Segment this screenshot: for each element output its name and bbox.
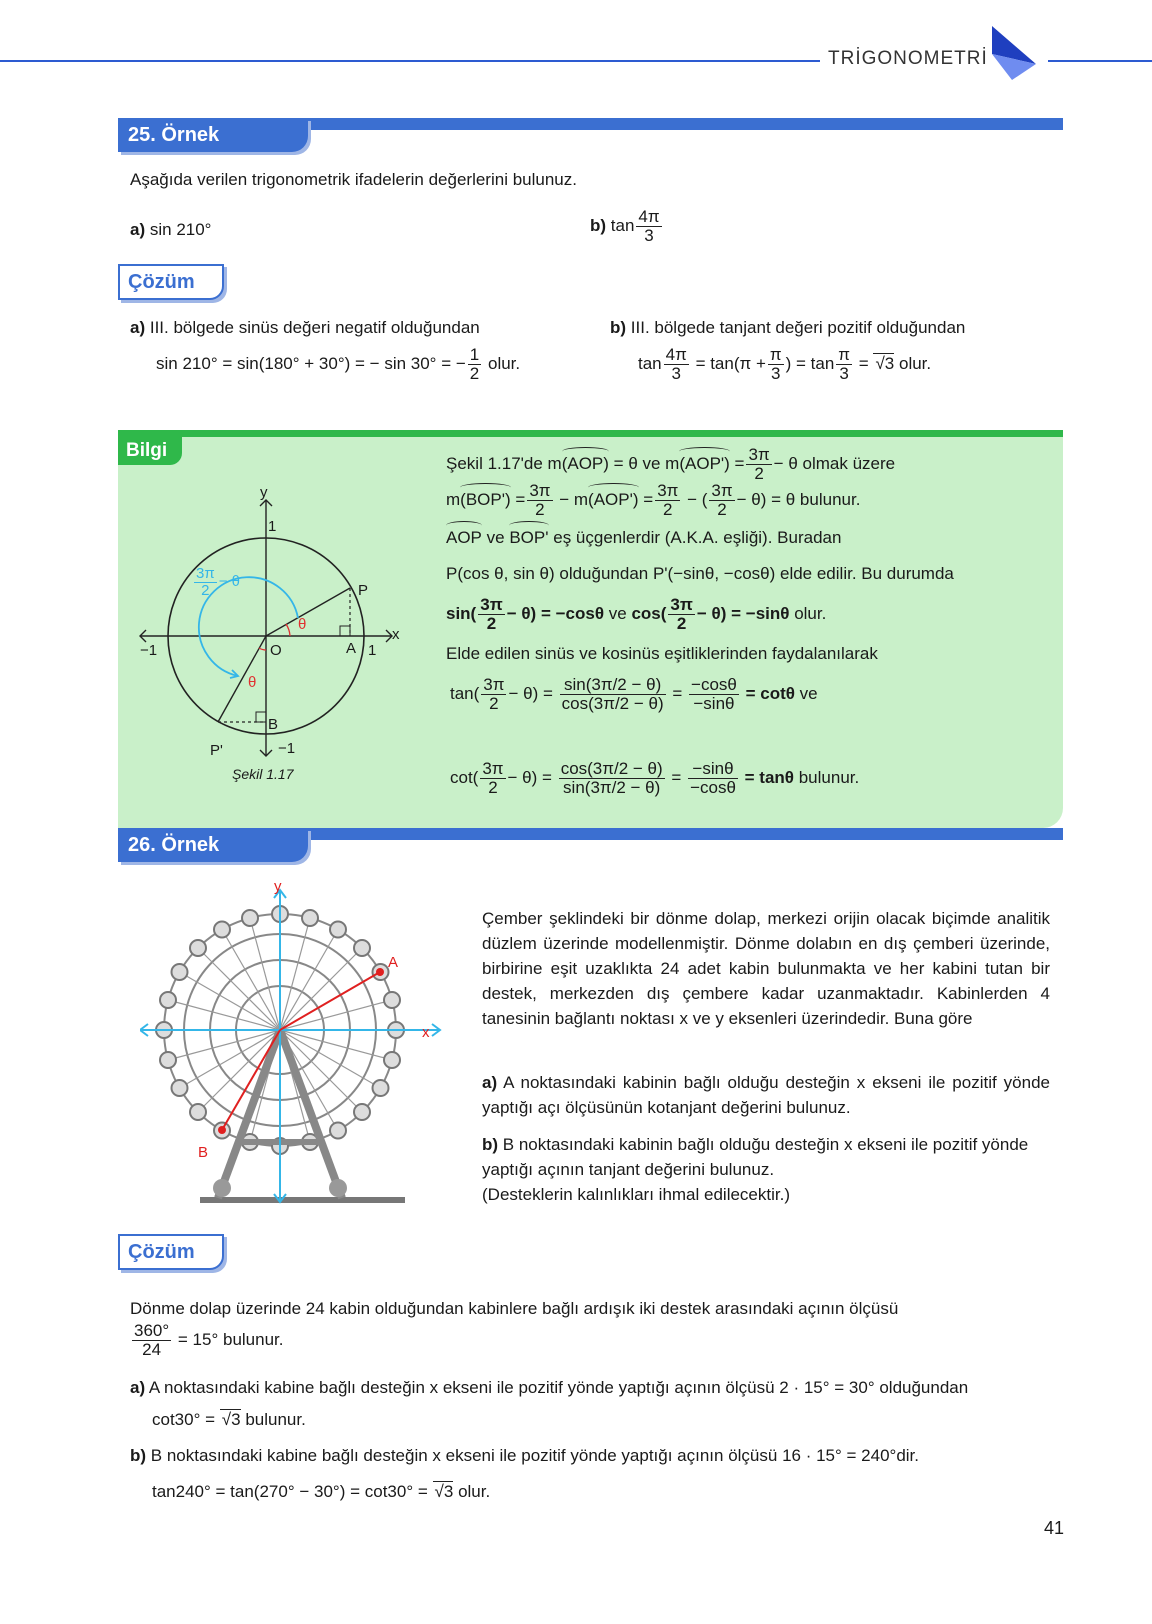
fig-x: x [392, 626, 400, 643]
cabin-icon [242, 910, 258, 926]
n: 3π [748, 445, 770, 464]
solution-a-text [130, 318, 480, 338]
arc: (AOP) [561, 453, 609, 473]
fig-Pprime: P' [210, 742, 223, 759]
example-tag: 26. Örnek [118, 828, 308, 862]
ferris-wheel-figure [140, 880, 460, 1210]
info-line-3 [446, 528, 841, 548]
t: tan240° = tan(270° − 30°) = cot30° = [152, 1482, 428, 1501]
t: sin( [446, 603, 477, 623]
question-b [482, 1132, 1050, 1207]
fig-P: P [358, 582, 369, 599]
text: A noktasındaki kabinin bağlı olduğu desteğin x ekseni ile pozitif yönde yaptığı açı ölçüsünün kotanjant değerini bulunuz. [482, 1073, 1050, 1117]
wheel-A: A [388, 954, 399, 971]
page-number: 41 [1044, 1518, 1065, 1538]
n1: 4π [665, 345, 687, 364]
cabin-icon [330, 922, 346, 938]
d: cos(3π/2 − θ) [561, 693, 664, 713]
header-rule-right [1048, 60, 1152, 62]
solution-tag: Çözüm [118, 1234, 224, 1270]
t: = 15° bulunur. [177, 1329, 284, 1349]
cabin-icon [354, 1104, 370, 1120]
label-b: b) [590, 215, 607, 235]
arc: (BOP') [460, 489, 511, 509]
n: 3π [483, 675, 505, 694]
fig-minus-one-left: −1 [140, 642, 158, 659]
t: tan( [450, 683, 480, 703]
solution-b [130, 1446, 919, 1466]
arc: BOP' [509, 528, 549, 547]
wheel-B: B [198, 1144, 209, 1161]
example-prompt: Aşağıda verilen trigonometrik ifadelerin değerlerini bulunuz. [130, 170, 577, 189]
fig-one-right: 1 [368, 642, 377, 659]
fig-minus-one-bottom: −1 [278, 740, 296, 757]
cabin-icon [373, 1080, 389, 1096]
d1: 3 [671, 363, 681, 383]
fig-theta2: θ [248, 674, 257, 691]
figure-caption: Şekil 1.17 [232, 766, 294, 782]
angle-rest: − θ [218, 573, 240, 591]
d: 24 [142, 1339, 162, 1359]
label-b: b) [130, 1446, 147, 1465]
text: III. bölgede tanjant değeri pozitif olduğundan [630, 318, 966, 337]
t: = [643, 489, 654, 509]
cabin-icon [302, 910, 318, 926]
chapter-title: TRİGONOMETRİ [828, 48, 988, 69]
d: 2 [486, 613, 497, 633]
sqrt: √ 3 [220, 1409, 241, 1429]
d: 2 [676, 613, 687, 633]
d: sin(3π/2 − θ) [563, 777, 661, 797]
t: − θ) = θ bulunur. [736, 489, 861, 509]
arc: (AOP') [679, 453, 730, 473]
cabin-icon [354, 940, 370, 956]
cot-identity [450, 760, 859, 797]
wheel-y: y [274, 878, 282, 895]
fig-y: y [260, 484, 268, 501]
label-a: a) [130, 318, 146, 337]
n: 3π [670, 595, 693, 614]
t4: = [858, 353, 869, 373]
t: − m [559, 489, 589, 509]
solution-b-text [610, 318, 965, 338]
info-line-4: P(cos θ, sin θ) olduğundan P'(−sinθ, −cosθ) elde edilir. Bu durumda [446, 564, 954, 583]
fig-O: O [270, 642, 282, 659]
t: − θ) = [508, 683, 553, 703]
solution-intro: Dönme dolap üzerinde 24 kabin olduğundan kabinlere bağlı ardışık iki destek arasındaki açının ölçüsü [130, 1299, 899, 1318]
label-a: a) [482, 1073, 498, 1092]
n: 3π [657, 481, 679, 500]
t: Şekil 1.17'de m [446, 453, 562, 473]
t: cot30° = [152, 1410, 216, 1429]
t: = cotθ [745, 683, 795, 703]
t: = [515, 489, 526, 509]
t: = θ ve m [613, 453, 680, 473]
t: eş üçgenlerdir (A.K.A. eşliği). Buradan [553, 528, 842, 547]
n: 360° [134, 1321, 170, 1340]
expr-a: sin 210° [149, 220, 212, 239]
n2: π [769, 345, 782, 364]
fig-theta1: θ [298, 616, 307, 633]
t1: tan [638, 353, 662, 373]
solution-a [130, 1378, 968, 1398]
cabin-icon [384, 1052, 400, 1068]
solution-tag: Çözüm [118, 264, 224, 300]
fig-A: A [346, 640, 357, 657]
d: 2 [717, 499, 727, 519]
question-b [590, 208, 664, 245]
t: ve [608, 603, 627, 623]
solution-b-eq [638, 346, 931, 383]
solution-a-eq [156, 346, 520, 383]
t2: = tan(π + [695, 353, 766, 373]
t: − θ) = [507, 767, 552, 787]
cabin-icon [190, 940, 206, 956]
t: bulunur. [798, 767, 860, 787]
d: 2 [663, 499, 673, 519]
d: 2 [489, 693, 499, 713]
t: = [671, 767, 682, 787]
t: olur. [458, 1482, 491, 1501]
n3: π [838, 345, 851, 364]
fig-B: B [268, 716, 279, 733]
frac-den: 2 [469, 363, 480, 383]
fig-angle-label [192, 566, 240, 599]
tan-identity [450, 676, 818, 713]
wheel-x: x [422, 1024, 430, 1041]
cabin-icon [190, 1104, 206, 1120]
text: B noktasındaki kabinin bağlı olduğu desteğin x ekseni ile pozitif yönde yaptığı açının tanjant değerini bulunuz. [482, 1135, 1029, 1179]
angle-den: 2 [201, 581, 210, 599]
d: −cosθ [690, 777, 736, 797]
note: (Desteklerin kalınlıkları ihmal edilecektir.) [482, 1185, 790, 1204]
frac-num: 1 [469, 345, 480, 364]
eq: sin 210° = sin(180° + 30°) = − sin 30° = − [156, 353, 466, 373]
end: olur. [487, 353, 521, 373]
t: = tanθ [744, 767, 794, 787]
t: = [734, 453, 745, 473]
t: cos( [631, 603, 667, 623]
label-b: b) [610, 318, 627, 337]
d: 2 [754, 463, 764, 483]
d3: 3 [839, 363, 849, 383]
cabin-icon [160, 992, 176, 1008]
n: cos(3π/2 − θ) [560, 759, 663, 778]
n: −sinθ [688, 760, 738, 779]
solution-fraction [130, 1322, 283, 1359]
n: −cosθ [691, 675, 737, 694]
cabin-icon [160, 1052, 176, 1068]
label-a: a) [130, 1378, 146, 1397]
t: − ( [687, 489, 708, 509]
label-a: a) [130, 220, 146, 239]
t: olur. [794, 603, 827, 623]
t: cot( [450, 767, 479, 787]
expr-b: tan [610, 215, 635, 235]
text: A noktasındaki kabine bağlı desteğin x ekseni ile pozitif yönde yaptığı açının ölçüsü 2 · 15° = 30° olduğundan [148, 1378, 969, 1397]
cabin-icon [172, 964, 188, 980]
info-line-1 [446, 446, 895, 483]
arc: AOP [446, 528, 482, 547]
info-box-top-bar [118, 430, 1063, 437]
header-rule-left [0, 60, 820, 62]
info-tag: Bilgi [118, 437, 182, 465]
t: ve [799, 683, 818, 703]
info-line-2 [446, 482, 860, 519]
t: m [446, 489, 461, 509]
info-line-5 [446, 596, 826, 633]
cabin-icon [384, 992, 400, 1008]
sqrt: √ 3 [433, 1481, 454, 1501]
fig-one-top: 1 [268, 518, 277, 535]
d: 2 [535, 499, 545, 519]
d: 2 [488, 777, 498, 797]
cabin-icon [172, 1080, 188, 1096]
n: 3π [529, 481, 551, 500]
cabin-icon [214, 922, 230, 938]
n: 3π [482, 759, 504, 778]
label-b: b) [482, 1135, 499, 1154]
t: − θ) = −cosθ [506, 603, 605, 623]
t3: ) = tan [785, 353, 835, 373]
n: 3π [480, 595, 503, 614]
t: − θ) = −sinθ [696, 603, 790, 623]
angle-num: 3π [196, 565, 215, 582]
t: ve [486, 528, 505, 547]
n: 3π [711, 481, 733, 500]
d: −sinθ [693, 693, 735, 713]
text: B noktasındaki kabine bağlı desteğin x ekseni ile pozitif yönde yaptığı açının ölçüsü 16 · 15° = 240°dir. [150, 1446, 920, 1465]
d2: 3 [771, 363, 781, 383]
end: olur. [898, 353, 932, 373]
example-tag: 25. Örnek [118, 118, 308, 152]
sqrt: √ 3 [873, 353, 894, 373]
info-line-6: Elde edilen sinüs ve kosinüs eşitliklerinden faydalanılarak [446, 644, 878, 663]
text: III. bölgede sinüs değeri negatif olduğundan [149, 318, 480, 337]
solution-a-2 [152, 1410, 306, 1430]
frac-num: 4π [638, 207, 660, 226]
n: sin(3π/2 − θ) [560, 676, 666, 695]
triangle-logo-icon [990, 24, 1040, 82]
question-a [482, 1070, 1050, 1120]
solution-b-2 [152, 1482, 490, 1502]
example-paragraph: Çember şeklindeki bir dönme dolap, merkezi orijin olacak biçimde analitik düzlem üzerinde modellenmiştir. Dönme dolabın en dış çemberi üzerinde, birbirine eşit uzaklıkta 24 adet kabin bulunmakta ve her kabini tutan bir destek, merkezden dış çembere kadar uzanmaktadır. Kabinlerden 4 tanesinin bağlantı noktası x ve y eksenleri üzerindedir. Buna göre [482, 909, 1050, 1028]
t: − θ olmak üzere [773, 453, 896, 473]
t: bulunur. [245, 1410, 306, 1429]
t: = [672, 683, 683, 703]
arc: (AOP') [588, 489, 639, 509]
cabin-icon [330, 1123, 346, 1139]
frac-den: 3 [644, 225, 654, 245]
question-a [130, 220, 211, 240]
